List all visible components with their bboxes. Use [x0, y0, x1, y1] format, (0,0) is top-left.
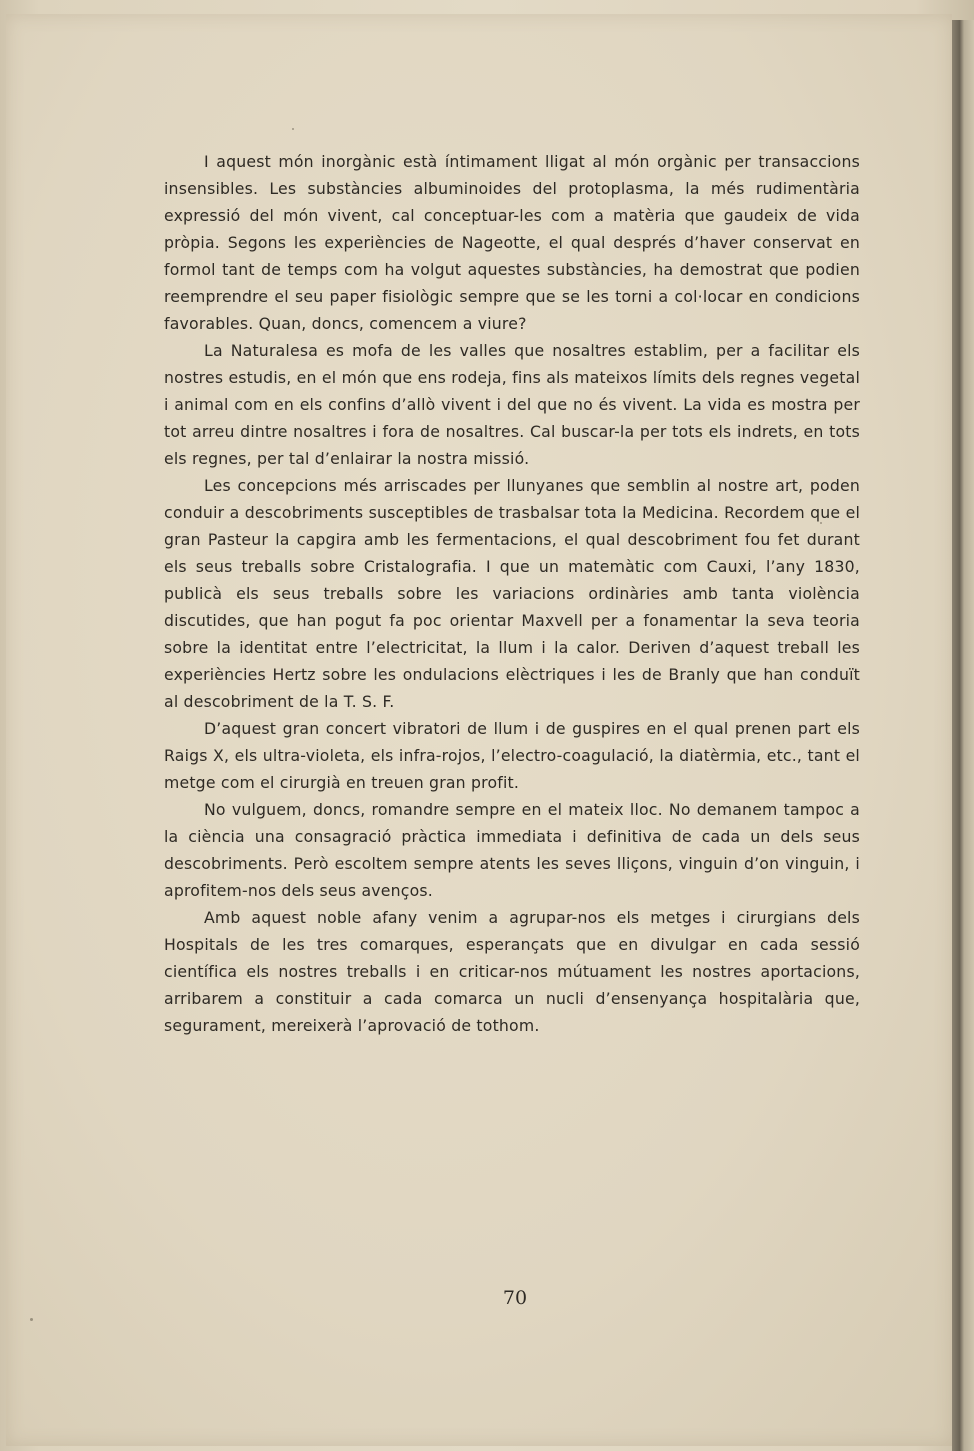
page-binding-edge [952, 20, 974, 1451]
ink-speck [30, 1318, 33, 1321]
paragraph-2: La Naturalesa es mofa de les valles que nosaltres establim, per a facilitar els nostres estudis, en el món que ens rodeja, fins als mateixos límits dels regnes vegetal i animal com en els confins d’allò vivent i del que no és vivent. La vida es mostra per tot arreu dintre nosaltres i fora de nosaltres. Cal buscar-la per tots els indrets, en tots els regnes, per tal d’enlairar la nostra missió. [164, 341, 860, 468]
body-text [164, 148, 860, 1039]
paragraph-1: I aquest món inorgànic està íntimament lligat al món orgànic per transaccions insensibles. Les substàncies albuminoides del protoplasma, la més rudimentària expressió del món vivent, cal conceptuar-les com a matèria que gaudeix de vida pròpia. Segons les experiències de Nageotte, el qual després d’haver conservat en formol tant de temps com ha volgut aquestes substàncies, ha demostrat que podien reemprendre el seu paper fisiològic sempre que se les torni a col·locar en condicions favorables. Quan, doncs, comencem a viure? [164, 152, 860, 333]
paragraph-5: No vulguem, doncs, romandre sempre en el mateix lloc. No demanem tampoc a la ciència una consagració pràctica immediata i definitiva de cada un dels seus descobriments. Però escoltem sempre atents les seves lliçons, vinguin d’on vinguin, i aprofitem-nos dels seus avenços. [164, 800, 860, 900]
page-number: 70 [502, 1287, 528, 1309]
ink-speck [820, 522, 822, 524]
paragraph-3: Les concepcions més arriscades per llunyanes que semblin al nostre art, poden conduir a descobriments susceptibles de trasbalsar tota la Medicina. Recordem que el gran Pasteur la capgira amb les fermentacions, el qual descobriment fou fet durant els seus treballs sobre Cristalografia. I que un matemàtic com Cauxi, l’any 1830, publicà els seus treballs sobre les variacions ordinàries amb tanta violència discutides, que han pogut fa poc orientar Maxvell per a fonamentar la seva teoria sobre la identitat entre l’electricitat, la llum i la calor. Deriven d’aquest treball les experiències Hertz sobre les ondulacions elèctriques i les de Branly que han conduït al descobriment de la T. S. F. [164, 476, 860, 711]
paragraph-6: Amb aquest noble afany venim a agrupar-nos els metges i cirurgians dels Hospitals de les tres comarques, esperançats que en divulgar en cada sessió científica els nostres treballs i en criticar-nos mútuament les nostres aportacions, arribarem a constituir a cada comarca un nucli d’ensenyança hospitalària que, segurament, mereixerà l’aprovació de tothom. [164, 908, 860, 1035]
ink-speck [292, 128, 294, 130]
paragraph-4: D’aquest gran concert vibratori de llum i de guspires en el qual prenen part els Raigs X, els ultra-violeta, els infra-rojos, l’electro-coagulació, la diatèrmia, etc., tant el metge com el cirurgià en treuen gran profit. [164, 719, 860, 792]
